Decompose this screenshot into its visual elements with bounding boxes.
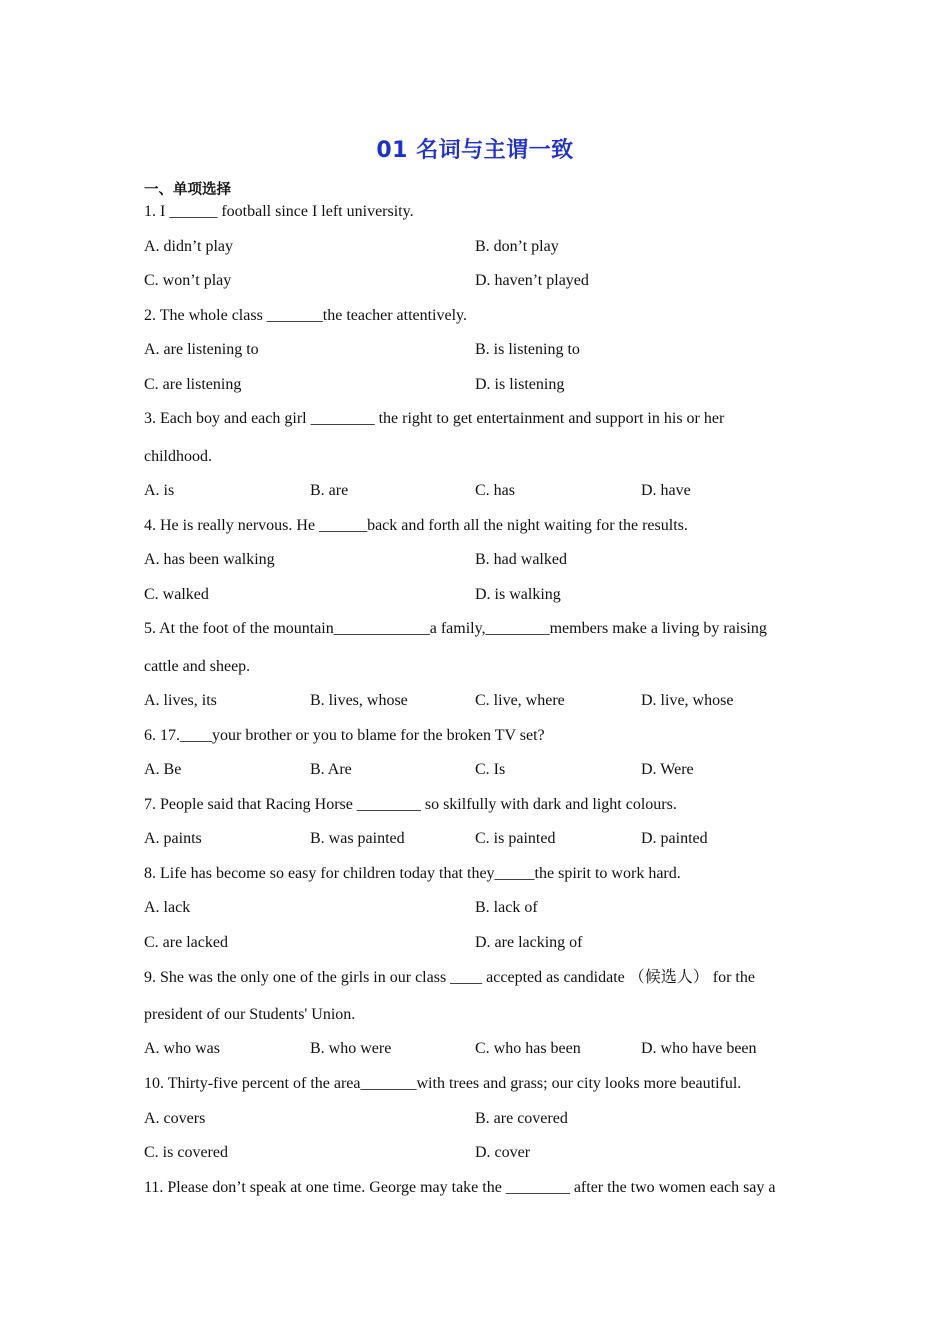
q8-option-c: C. are lacked [144, 934, 228, 951]
q8-option-d: D. are lacking of [475, 934, 583, 951]
q3-option-b: B. are [310, 482, 349, 499]
q9-option-b: B. who were [310, 1040, 392, 1057]
q1-option-b: B. don’t play [475, 238, 559, 255]
question-2-line-1: 2. The whole class _______the teacher attentively. [144, 307, 468, 324]
q2-option-c: C. are listening [144, 376, 242, 393]
q5-option-d: D. live, whose [641, 692, 734, 709]
question-3-line-2: childhood. [144, 448, 212, 465]
q7-option-c: C. is painted [475, 830, 556, 847]
question-9-line-1: 9. She was the only one of the girls in our class ____ accepted as candidate （候选人） for the [144, 969, 755, 986]
question-6-line-1: 6. 17.____your brother or you to blame for the broken TV set? [144, 727, 545, 744]
q5-option-c: C. live, where [475, 692, 565, 709]
q3-option-d: D. have [641, 482, 691, 499]
q1-option-d: D. haven’t played [475, 272, 589, 289]
q4-option-c: C. walked [144, 586, 209, 603]
q4-option-a: A. has been walking [144, 551, 275, 568]
q2-option-b: B. is listening to [475, 341, 580, 358]
q3-option-a: A. is [144, 482, 175, 499]
q2-option-a: A. are listening to [144, 341, 259, 358]
question-5-line-1: 5. At the foot of the mountain____________a family,________members make a living by raising [144, 620, 767, 637]
question-1-line-1: 1. I ______ football since I left university. [144, 203, 414, 220]
q6-option-c: C. Is [475, 761, 506, 778]
q9-option-d: D. who have been [641, 1040, 757, 1057]
q8-option-a: A. lack [144, 899, 191, 916]
question-3-line-1: 3. Each boy and each girl ________ the right to get entertainment and support in his or her [144, 410, 725, 427]
q6-option-d: D. Were [641, 761, 694, 778]
q10-option-b: B. are covered [475, 1110, 568, 1127]
question-7-line-1: 7. People said that Racing Horse ________ so skilfully with dark and light colours. [144, 796, 677, 813]
q6-option-b: B. Are [310, 761, 352, 778]
q2-option-d: D. is listening [475, 376, 565, 393]
q4-option-b: B. had walked [475, 551, 567, 568]
q1-option-a: A. didn’t play [144, 238, 234, 255]
q8-option-b: B. lack of [475, 899, 538, 916]
q5-option-a: A. lives, its [144, 692, 217, 709]
q1-option-c: C. won’t play [144, 272, 232, 289]
question-9-line-2: president of our Students' Union. [144, 1006, 356, 1023]
q10-option-a: A. covers [144, 1110, 206, 1127]
q9-option-c: C. who has been [475, 1040, 581, 1057]
section-heading: 一、单项选择 [144, 182, 231, 198]
q9-option-a: A. who was [144, 1040, 220, 1057]
q5-option-b: B. lives, whose [310, 692, 408, 709]
question-10-line-1: 10. Thirty-five percent of the area_______with trees and grass; our city looks more beautiful. [144, 1075, 742, 1092]
page-title: 01 名词与主谓一致 [376, 138, 574, 163]
question-5-line-2: cattle and sheep. [144, 658, 251, 675]
q10-option-d: D. cover [475, 1144, 531, 1161]
q10-option-c: C. is covered [144, 1144, 228, 1161]
q4-option-d: D. is walking [475, 586, 561, 603]
question-8-line-1: 8. Life has become so easy for children today that they_____the spirit to work hard. [144, 865, 681, 882]
question-4-line-1: 4. He is really nervous. He ______back and forth all the night waiting for the results. [144, 517, 688, 534]
question-11-line-1: 11. Please don’t speak at one time. George may take the ________ after the two women each say a [144, 1179, 776, 1196]
q7-option-d: D. painted [641, 830, 708, 847]
q3-option-c: C. has [475, 482, 515, 499]
q7-option-b: B. was painted [310, 830, 405, 847]
q7-option-a: A. paints [144, 830, 202, 847]
q6-option-a: A. Be [144, 761, 182, 778]
